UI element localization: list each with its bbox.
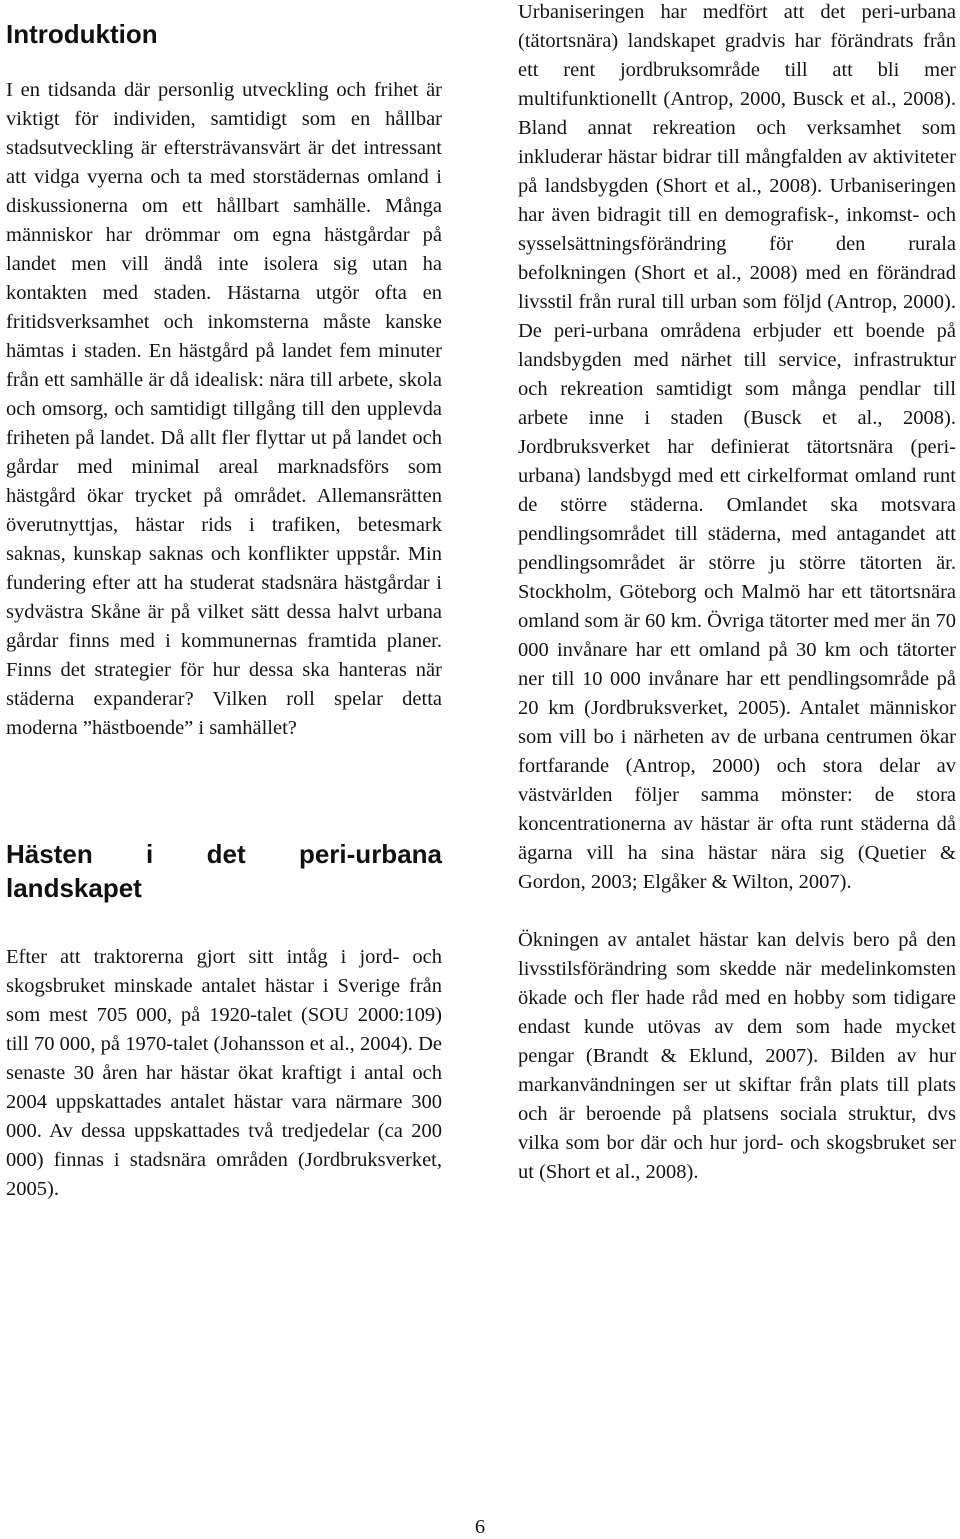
right-column bbox=[518, 0, 956, 1187]
section-heading-horse-landscape: Hästen i det peri-urbana landskapet bbox=[6, 839, 442, 903]
section-paragraph-horse-history: Efter att traktorerna gjort sitt intåg i jord- och skogsbruket minskade antalet hästar i Sverige från som mest 705 000, på 1920-talet (SOU 2000:109) till 70 000, på 1970-talet (Johansson et al., 2004). De senaste 30 åren har hästar ökat kraftigt i antal och 2004 uppskattades antalet hästar vara närmare 300 000. Av dessa uppskattades två tredjedelar (ca 200 000) finnas i stadsnära områden (Jordbruksverket, 2005). bbox=[6, 946, 442, 1200]
left-column bbox=[6, 0, 442, 1204]
paragraph-gap bbox=[518, 897, 956, 926]
urbanisation-paragraph: Urbaniseringen har medfört att det peri-urbana (tätortsnära) landskapet gradvis har förändrats från ett rent jordbruksområde till att bli mer multifunktionellt (Antrop, 2000, Busck et al., 2008). Bland annat rekreation och verksamhet som inkluderar hästar bidrar till mångfalden av aktiviteter på landsbygden (Short et al., 2008). Urbaniseringen har även bidragit till en demografisk-, inkomst- och sysselsättningsförändring för den rurala befolkningen (Short et al., 2008) med en förändrad livsstil från rural till urban som följd (Antrop, 2000). De peri-urbana områdena erbjuder ett boende på landsbygden med närhet till service, infrastruktur och rekreation samtidigt som många pendlar till arbete inne i staden (Busck et al., 2008). Jordbruksverket har definierat tätortsnära (peri-urbana) landsbygd med ett cirkelformat omland runt de större städerna. Omlandet ska motsvara pendlingsområdet till städerna, med antagandet att pendlingsområdet är större ju större tätorten är. Stockholm, Göteborg och Malmö har ett tätortsnära omland som är 60 km. Övriga tätorter med mer än 70 000 invånare har ett omland på 30 km och tätorter ner till 10 000 invånare har ett pendlingsområde på 20 km (Jordbruksverket, 2005). Antalet människor som vill bo i närheten av de urbana centrumen ökar fortfarande (Antrop, 2000) och stora delar av västvärlden följer samma mönster: de stora koncentrationerna av hästar är ofta runt städerna då ägarna vill ha sina hästar nära sig (Quetier & Gordon, 2003; Elgåker & Wilton, 2007). bbox=[518, 1, 956, 893]
page-number: 6 bbox=[474, 1516, 486, 1538]
horse-increase-paragraph: Ökningen av antalet hästar kan delvis bero på den livsstilsförändring som skedde när medelinkomsten ökade och fler hade råd med en hobby som tidigare endast kunde utövas av dem som hade mycket pengar (Brandt & Eklund, 2007). Bilden av hur markanvändningen ser ut skiftar från plats till plats och är beroende på platsens sociala struktur, dvs vilka som bor där och hur jord- och skogsbruket ser ut (Short et al., 2008). bbox=[518, 929, 956, 1183]
intro-paragraph: I en tidsanda där personlig utveckling och frihet är viktigt för individen, samtidigt som en hållbar stadsutveckling är eftersträvansvärt är det intressant att vidga vyerna och ta med storstädernas omland i diskussionerna om ett hållbart samhälle. Många människor har drömmar om egna hästgårdar på landet men vill ändå inte isolera sig utan ha kontakten med staden. Hästarna utgör ofta en fritidsverksamhet och inkomsterna måste kanske hämtas i staden. En hästgård på landet fem minuter från ett samhälle är då idealisk: nära till arbete, skola och omsorg, och samtidigt tillgång till den upplevda friheten på landet. Då allt fler flyttar ut på landet och gårdar med minimal areal marknadsförs som hästgård ökar trycket på området. Allemansrätten överutnyttjas, hästar rids i trafiken, betesmark saknas, kunskap saknas och konflikter uppstår. Min fundering efter att ha studerat stadsnära hästgårdar i sydvästra Skåne är på vilket sätt dessa halvt urbana gårdar finns med i kommunernas framtida planer. Finns det strategier för hur dessa ska hanteras när städerna expanderar? Vilken roll spelar detta moderna ”hästboende” i samhället? bbox=[6, 79, 442, 739]
intro-heading: Introduktion bbox=[6, 19, 158, 49]
